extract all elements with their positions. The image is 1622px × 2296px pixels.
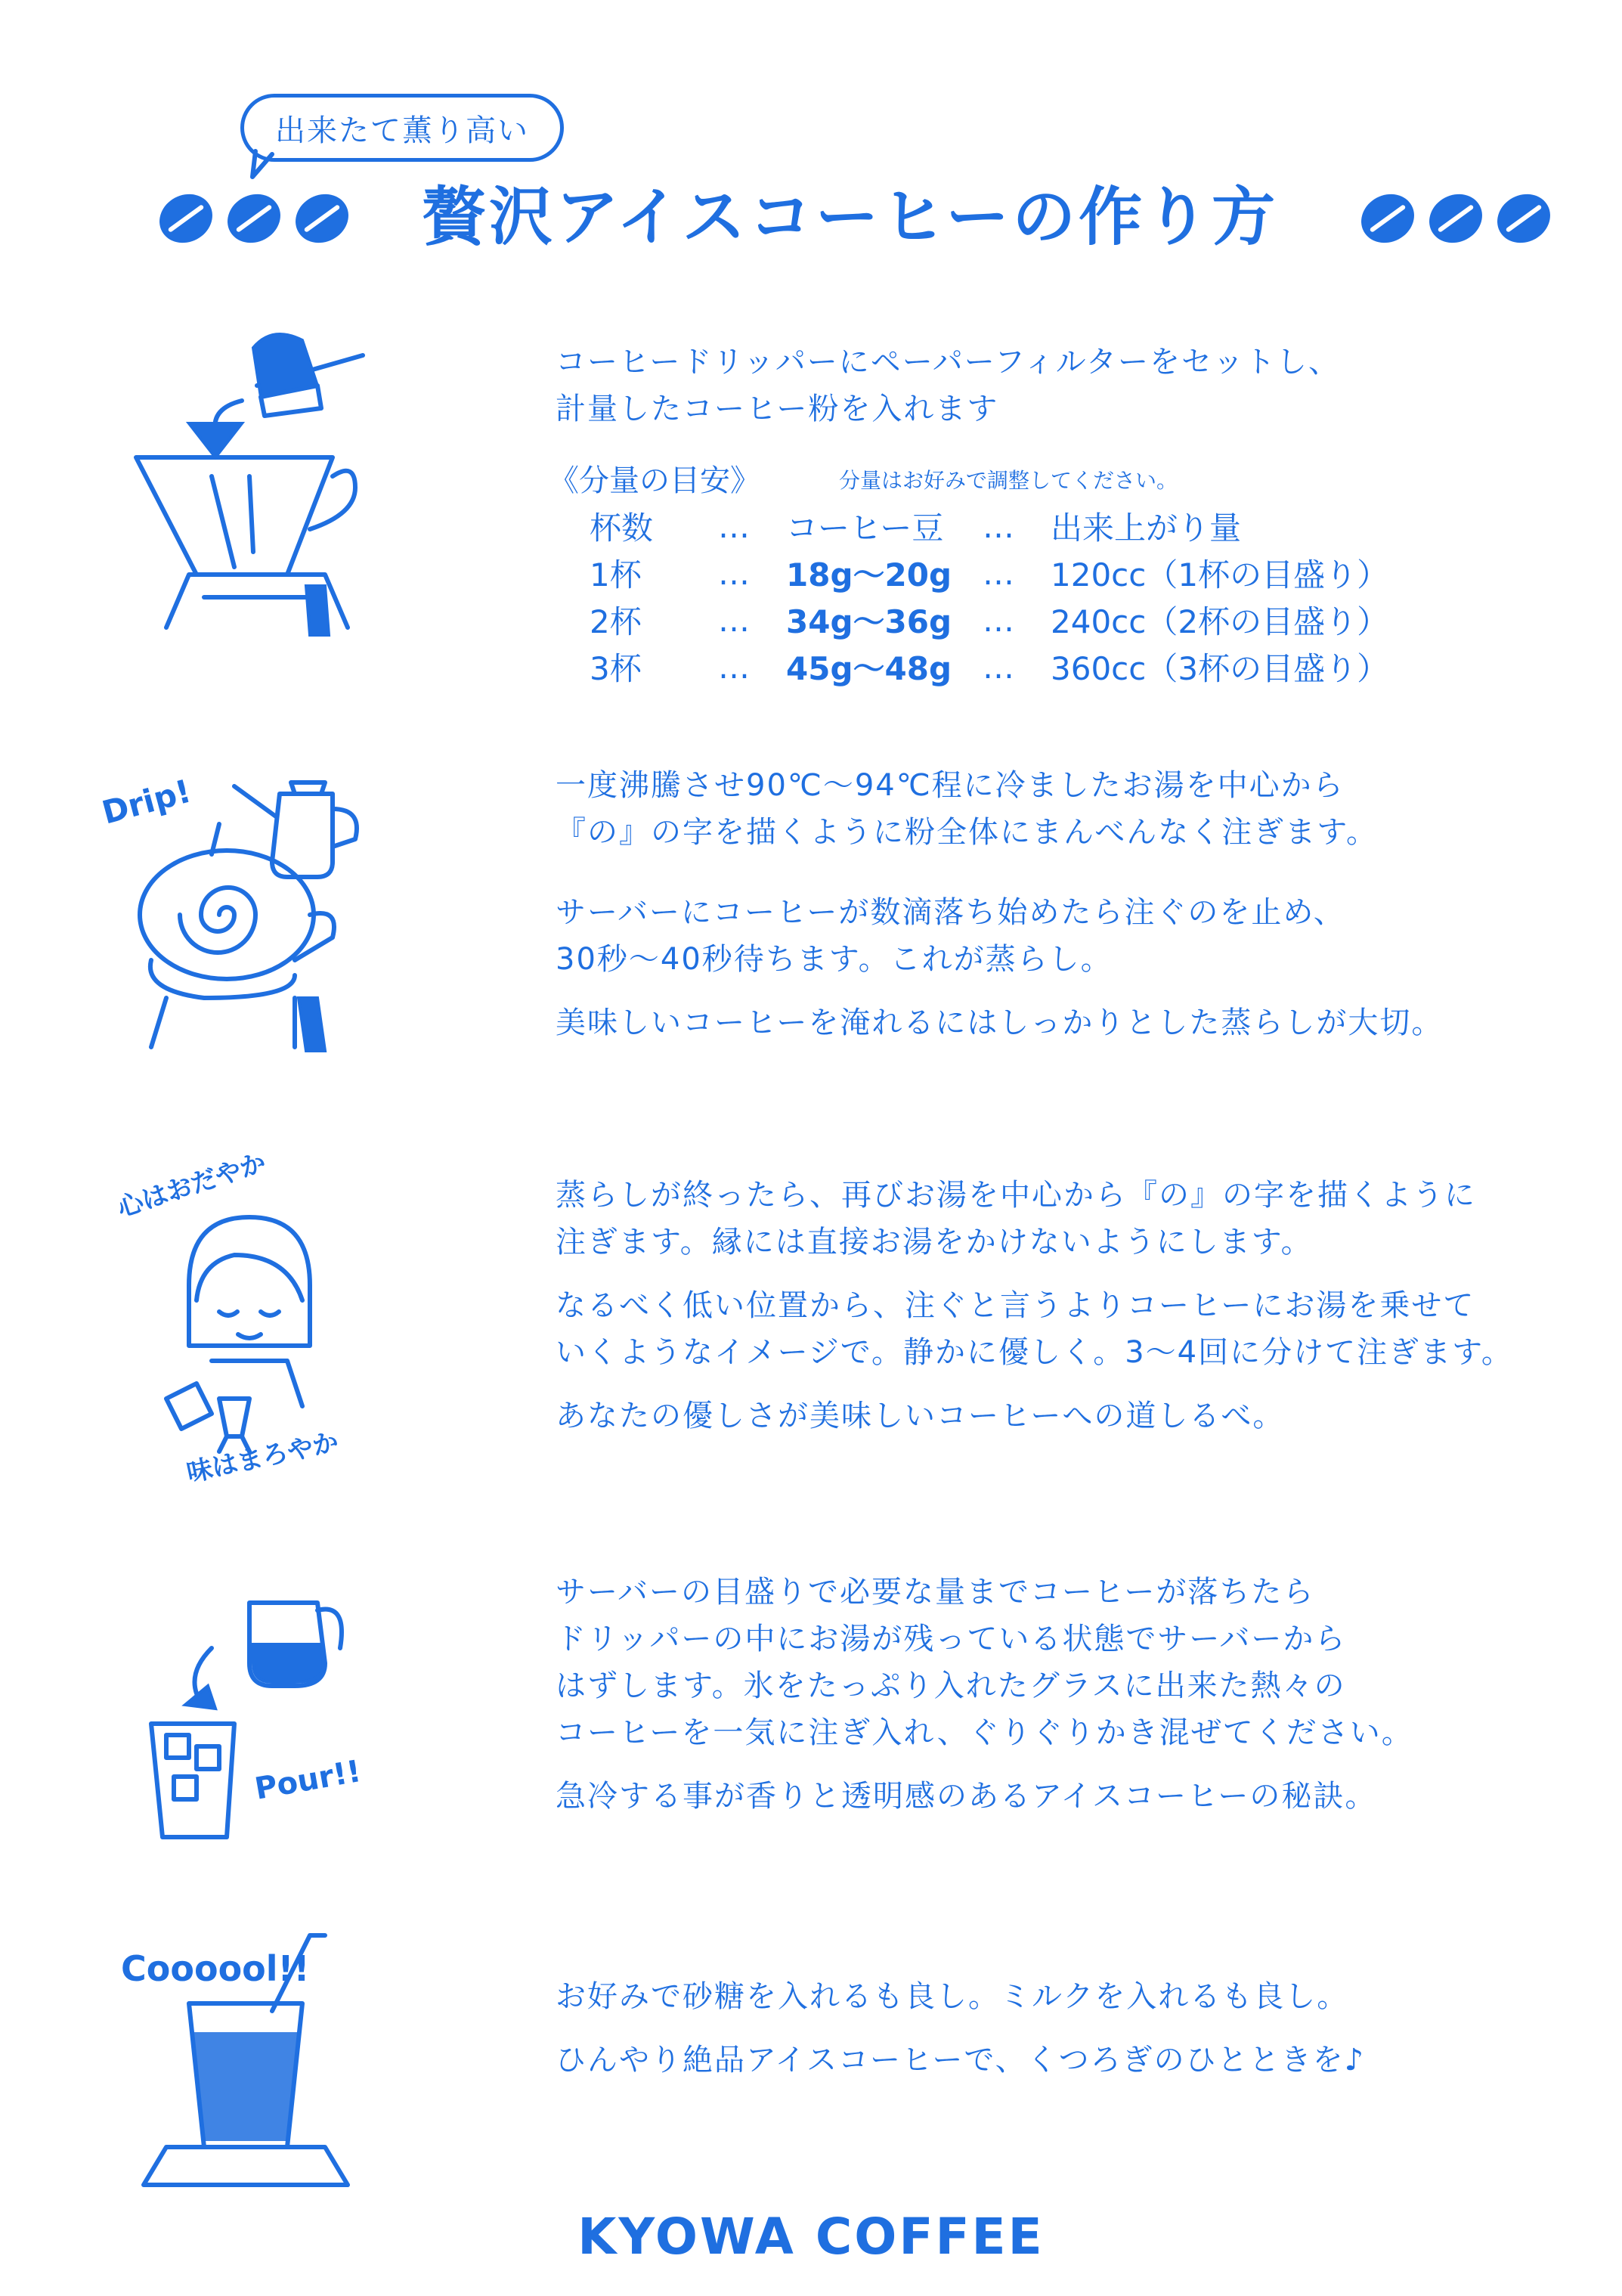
step4-line: 急冷する事が香りと透明感のあるアイスコーヒーの秘訣。: [556, 1779, 1377, 1814]
step1-line: 計量したコーヒー粉を入れます: [556, 392, 999, 426]
cups: 2杯: [590, 603, 642, 640]
step5-line: ひんやり絶品アイスコーヒーで、くつろぎのひとときを♪: [556, 2043, 1366, 2078]
beans-amount: 18g〜20g: [786, 556, 952, 593]
step2-line: 30秒〜40秒待ちます。これが蒸らし。: [556, 942, 1113, 977]
yield: 120cc（1杯の目盛り）: [1051, 556, 1389, 593]
iced-glass-icon: [151, 1724, 234, 1837]
girl-illustration: [106, 1149, 378, 1504]
coffee-scoop-icon: [253, 334, 363, 416]
brand-name: KYOWA COFFEE: [577, 2208, 1045, 2266]
step2-text: [556, 762, 1443, 1046]
drip-label: Drip!: [98, 772, 195, 832]
cups: 3杯: [590, 650, 642, 687]
page-title: 贅沢アイスコーヒーの作り方: [422, 180, 1279, 254]
coffee-bean-icon: [1421, 185, 1491, 253]
step4-line: コーヒーを一気に注ぎ入れ、ぐりぐりかき混ぜてください。: [556, 1715, 1413, 1750]
bean-row-right: [1360, 195, 1551, 242]
step3-line: いくようなイメージで。静かに優しく。3〜4回に分けて注ぎます。: [556, 1335, 1513, 1370]
server-pot-icon: [249, 1603, 342, 1686]
step3-line: 蒸らしが終ったら、再びお湯を中心から『の』の字を描くように: [556, 1178, 1476, 1213]
guide-label: 《分量の目安》: [549, 463, 760, 498]
yield: 240cc（2杯の目盛り）: [1051, 603, 1389, 640]
step2-line: サーバーにコーヒーが数滴落ち始めたら注ぐのを止め、: [556, 895, 1345, 930]
step2-line: 一度沸騰させ90℃〜94℃程に冷ましたお湯を中心から: [556, 768, 1345, 803]
yield: 360cc（3杯の目盛り）: [1051, 650, 1389, 687]
table-header: 出来上がり量: [1051, 510, 1242, 547]
coffee-bean-icon: [287, 185, 358, 253]
coffee-bean-icon: [219, 185, 289, 253]
step4-line: サーバーの目盛りで必要な量までコーヒーが落ちたら: [556, 1575, 1315, 1610]
drip-illustration: [98, 748, 378, 1066]
kettle-icon: [234, 782, 357, 877]
table-header: コーヒー豆: [786, 510, 944, 547]
beans-amount: 45g〜48g: [786, 650, 952, 687]
separator: …: [718, 554, 750, 592]
separator: …: [718, 648, 750, 686]
mellow-label: 味はまろやか: [184, 1427, 342, 1489]
table-row: [590, 596, 1388, 643]
step4-text: [556, 1569, 1413, 1820]
dripper-icon: [140, 851, 334, 1051]
table-row: [590, 550, 1388, 596]
bubble-tail: [249, 150, 280, 180]
girl-pouring-icon: [166, 1217, 310, 1452]
coffee-bean-icon: [151, 185, 221, 253]
pour-illustration: [144, 1572, 393, 1852]
pour-label: Pour!!: [252, 1753, 364, 1807]
step3-text: [556, 1172, 1513, 1439]
cool-label: Coooool!!: [121, 1948, 310, 1989]
separator: …: [983, 601, 1014, 639]
step3-line: なるべく低い位置から、注ぐと言うよりコーヒーにお湯を乗せて: [556, 1288, 1475, 1323]
separator: …: [718, 601, 750, 639]
arrow-down-icon: [189, 401, 242, 457]
table-row: [590, 643, 1388, 690]
dripper-icon: [136, 457, 355, 635]
step1-text: [556, 339, 1340, 432]
step2-line: 美味しいコーヒーを淹れるにはしっかりとした蒸らしが大切。: [556, 1005, 1444, 1040]
separator: …: [983, 554, 1014, 592]
step2-line: 『の』の字を描くように粉全体にまんべんなく注ぎます。: [556, 815, 1378, 850]
coffee-bean-icon: [1353, 185, 1423, 253]
coffee-bean-icon: [1489, 185, 1559, 253]
guide-note: 分量はお好みで調整してください。: [839, 468, 1178, 493]
catchphrase: 出来たて薫り高い: [275, 113, 529, 148]
dripper-illustration: [128, 325, 370, 688]
table-header: 杯数: [590, 510, 654, 547]
separator: …: [983, 507, 1014, 545]
step3-line: 注ぎます。縁には直接お湯をかけないようにします。: [556, 1225, 1313, 1260]
separator: …: [983, 648, 1014, 686]
calm-label: 心はおだやか: [113, 1147, 270, 1224]
step4-line: ドリッパーの中にお湯が残っている状態でサーバーから: [556, 1622, 1347, 1656]
step3-line: あなたの優しさが美味しいコーヒーへの道しるべ。: [556, 1399, 1285, 1433]
step5-text: [556, 1973, 1365, 2084]
iced-coffee-illustration: [121, 1920, 423, 2192]
separator: …: [718, 507, 750, 545]
bean-row-left: [159, 195, 349, 242]
table-header-row: [590, 503, 1388, 550]
step4-line: はずします。氷をたっぷり入れたグラスに出来た熱々の: [556, 1669, 1346, 1703]
step5-line: お好みで砂糖を入れるも良し。ミルクを入れるも良し。: [556, 1979, 1349, 2014]
ratio-table: [590, 503, 1388, 690]
beans-amount: 34g〜36g: [786, 603, 952, 640]
catchphrase-bubble: [240, 94, 564, 162]
cups: 1杯: [590, 556, 642, 593]
step1-line: コーヒードリッパーにペーパーフィルターをセットし、: [556, 345, 1340, 380]
